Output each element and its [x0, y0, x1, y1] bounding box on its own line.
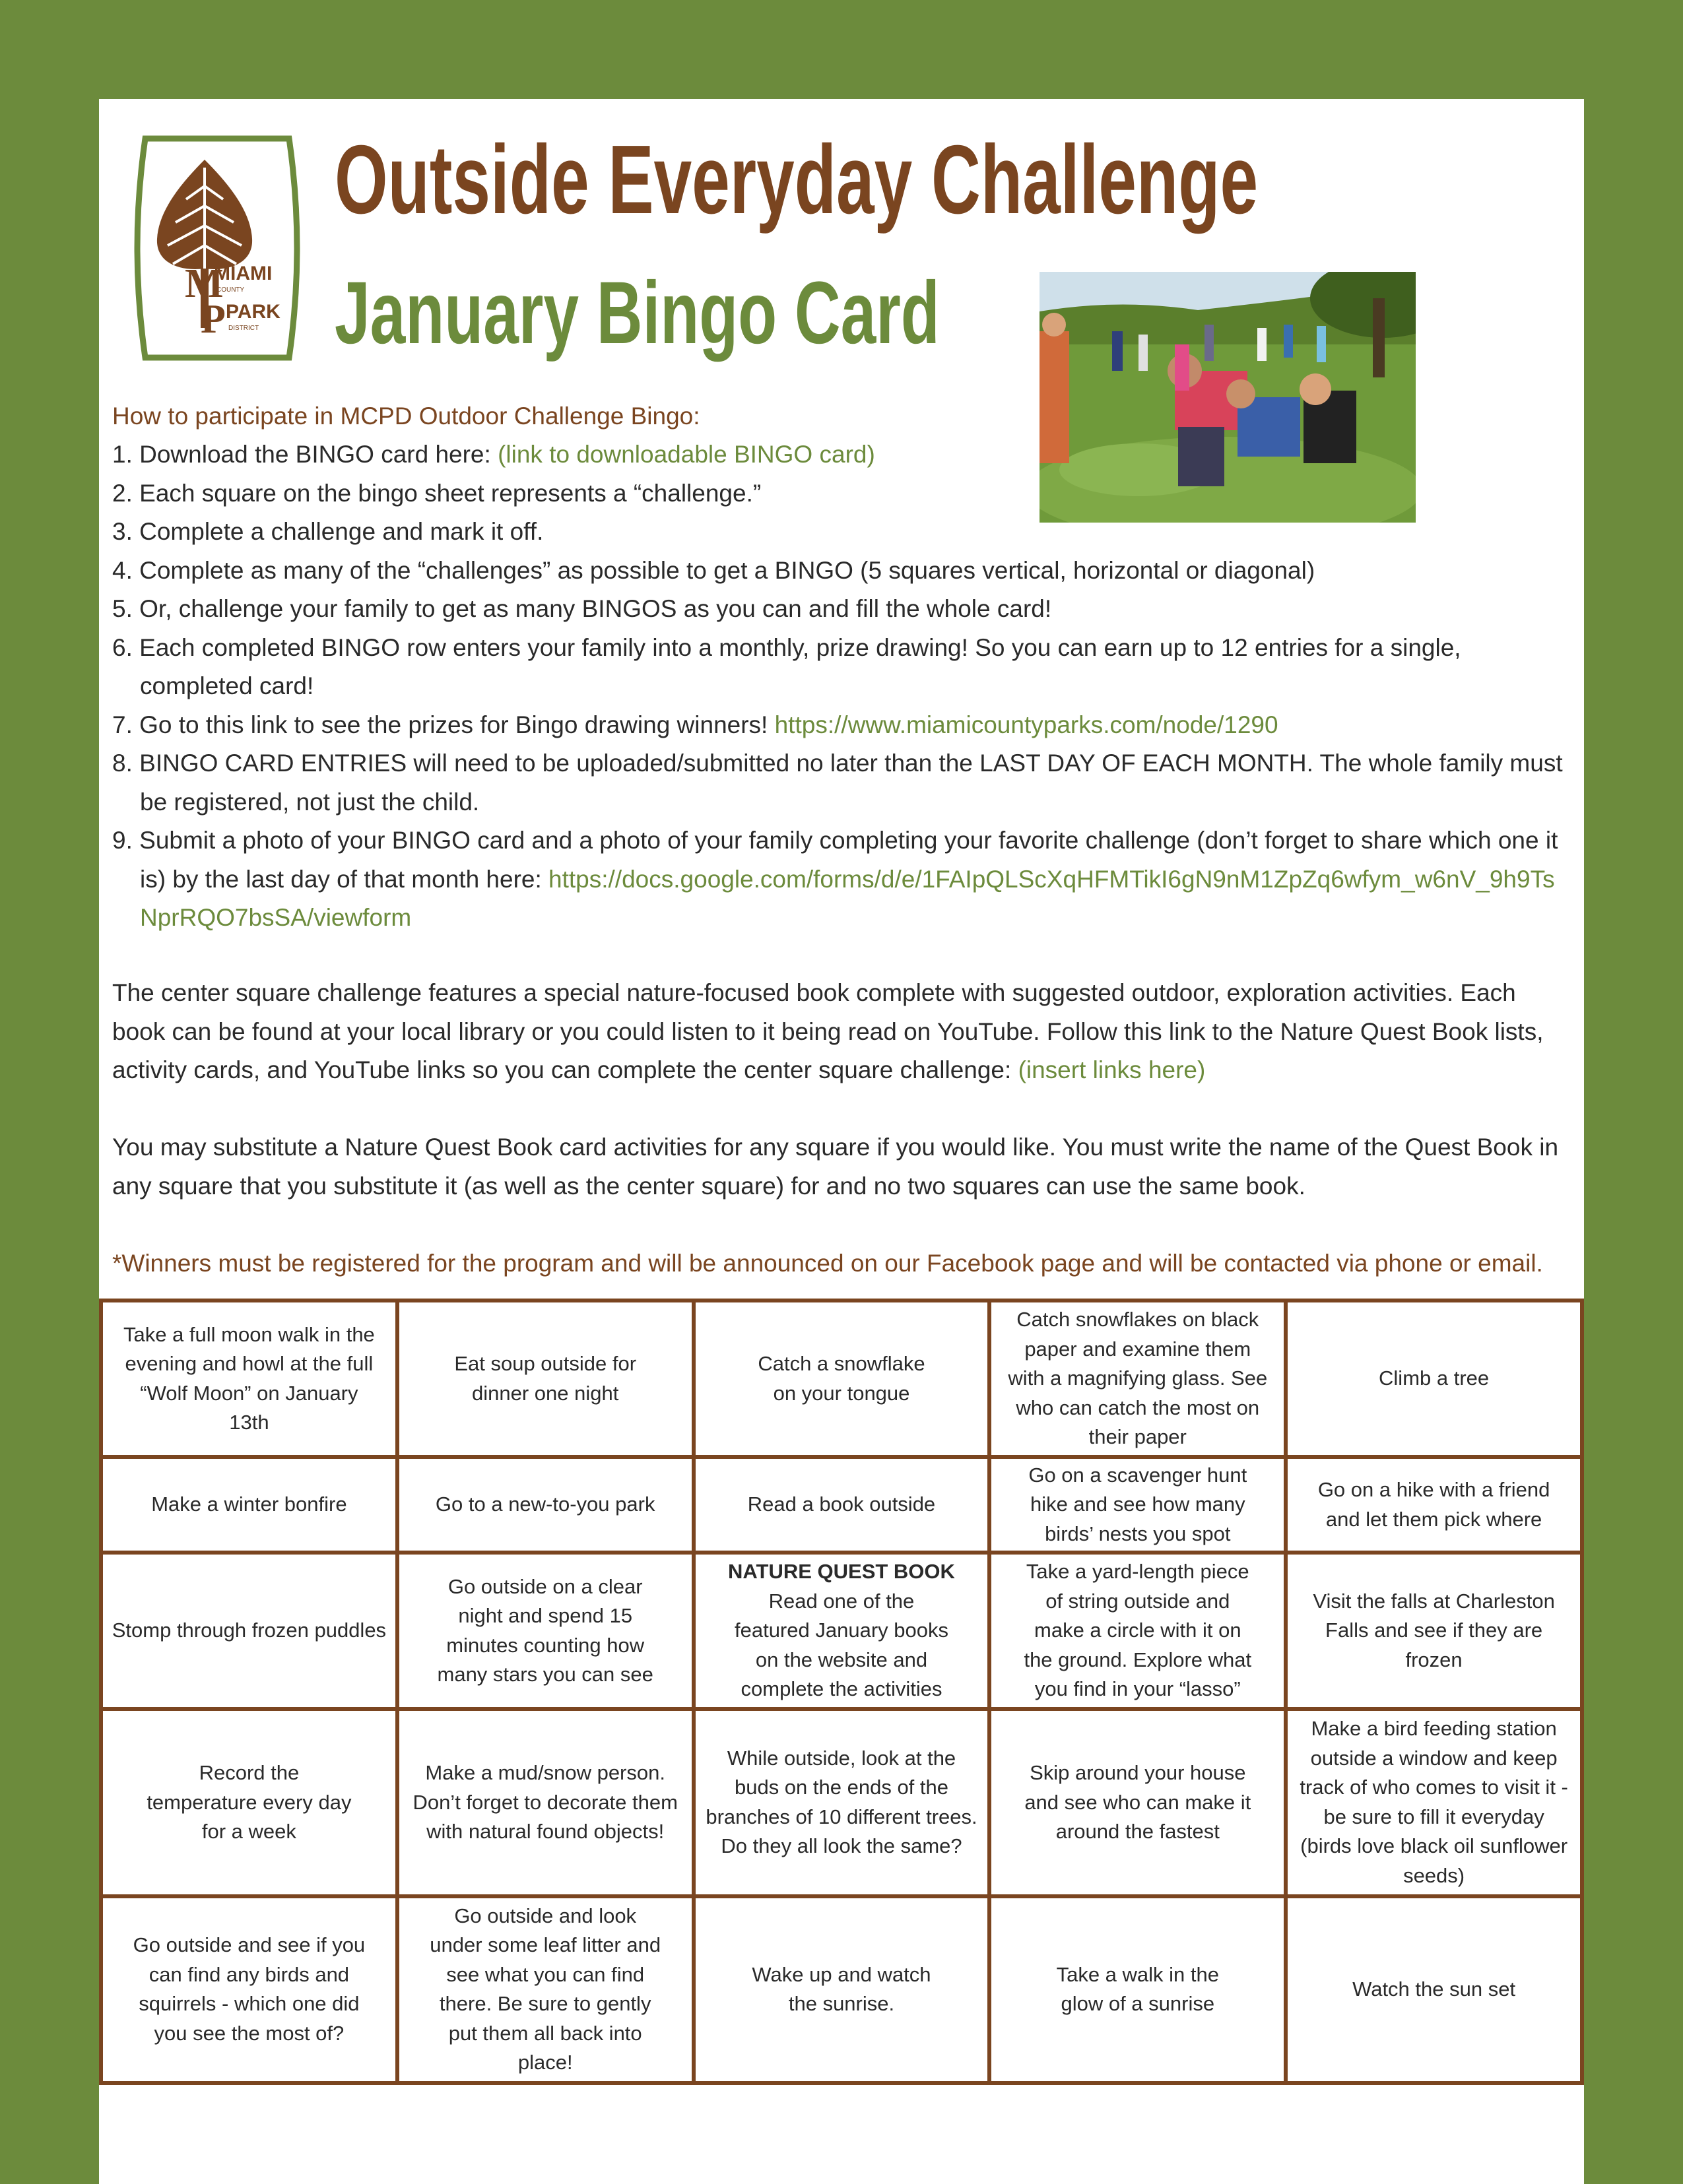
bingo-row	[101, 1457, 1582, 1553]
logo-line4: DISTRICT	[228, 325, 259, 332]
insert-links-link[interactable]: (insert links here)	[1018, 1056, 1206, 1083]
bingo-square[interactable]	[101, 1709, 397, 1896]
bingo-square[interactable]	[397, 1896, 694, 2083]
bingo-square-text: Wake up and watch the sunrise.	[752, 1962, 931, 2016]
download-card-link[interactable]: (link to downloadable BINGO card)	[498, 441, 875, 468]
logo-line2: COUNTY	[216, 286, 245, 294]
bingo-square-text: Take a walk in the glow of a sunrise	[1056, 1962, 1219, 2016]
prizes-link[interactable]: https://www.miamicountyparks.com/node/1290	[774, 711, 1278, 738]
bingo-square[interactable]	[397, 1301, 694, 1457]
bingo-row	[101, 1709, 1582, 1896]
page-subtitle: January Bingo Card	[335, 264, 940, 362]
bingo-square[interactable]	[101, 1553, 397, 1709]
bingo-square[interactable]	[989, 1553, 1286, 1709]
bingo-square-text: Take a yard-length piece of string outside and make a circle with it on the ground. Explore what you find in your “lasso”	[1024, 1560, 1252, 1701]
bingo-square[interactable]	[101, 1896, 397, 2083]
page-title: Outside Everyday Challenge	[335, 125, 1259, 234]
bingo-square-text: Read a book outside	[747, 1493, 936, 1516]
logo-letter-m: M	[185, 261, 224, 306]
center-square-paragraph	[112, 974, 1564, 1090]
center-square-text: The center square challenge features a special nature-focused book complete with suggested outdoor, exploration activities. Each book can be found at your local library or you could listen to it being read on YouTube. Follow this link to the Nature Quest Book lists, activity cards, and YouTube links so you can complete the center square challenge:	[112, 979, 1544, 1083]
bingo-square-text: Climb a tree	[1379, 1366, 1490, 1390]
bingo-square[interactable]	[1286, 1301, 1582, 1457]
bingo-row	[101, 1553, 1582, 1709]
bingo-square[interactable]	[694, 1457, 990, 1553]
bingo-square[interactable]	[989, 1301, 1286, 1457]
bingo-square-text: Go outside and look under some leaf litter and see what you can find there. Be sure to gently put them all back into place!	[430, 1904, 661, 2074]
step-5: 5. Or, challenge your family to get as many BINGOS as you can and fill the whole card!	[112, 595, 1052, 622]
logo-line1: MIAMI	[214, 263, 273, 284]
step-1-text: 1. Download the BINGO card here:	[112, 441, 498, 468]
bingo-square[interactable]	[694, 1301, 990, 1457]
bingo-row	[101, 1896, 1582, 2083]
instruction-steps	[112, 435, 1564, 938]
bingo-square[interactable]	[397, 1709, 694, 1896]
bingo-square-text: While outside, look at the buds on the ends of the branches of 10 different trees. Do they all look the same?	[706, 1746, 977, 1858]
step-3: 3. Complete a challenge and mark it off.	[112, 518, 544, 545]
bingo-square-center[interactable]	[694, 1553, 990, 1709]
bingo-square-text: Stomp through frozen puddles	[112, 1619, 387, 1642]
bingo-square-text: Catch snowflakes on black paper and examine them with a magnifying glass. See who can catch the most on their paper	[1008, 1308, 1268, 1449]
bingo-square[interactable]	[397, 1553, 694, 1709]
tree-logo-icon	[132, 133, 302, 363]
bingo-square-text: Eat soup outside for dinner one night	[454, 1352, 637, 1405]
logo-line3: PARK	[226, 301, 280, 323]
bingo-square[interactable]	[989, 1709, 1286, 1896]
logo-letter-p: P	[201, 297, 226, 342]
bingo-sheet	[99, 99, 1584, 2184]
step-9-text: 9. Submit a photo of your BINGO card and a photo of your family completing your favorite challenge (don’t forget to share which one it is) by the last day of that month here:	[112, 827, 1558, 893]
bingo-square-text: Catch a snowflake on your tongue	[758, 1352, 925, 1405]
winners-note: *Winners must be registered for the program and will be announced on our Facebook page and will be contacted via phone or email.	[112, 1250, 1543, 1277]
bingo-square[interactable]	[1286, 1896, 1582, 2083]
step-2: 2. Each square on the bingo sheet represents a “challenge.”	[112, 479, 762, 507]
bingo-square-text: Go outside and see if you can find any birds and squirrels - which one did you see the most of?	[133, 1933, 366, 2045]
submission-form-link[interactable]: https://docs.google.com/forms/d/e/1FAIpQLScXqHFMTikI6gN9nM1ZpZq6wfym_w6nV_9h9TsNprRQO7bsSA/viewform	[140, 865, 1555, 931]
bingo-square[interactable]	[101, 1457, 397, 1553]
bingo-square-text: Go on a scavenger hunt hike and see how many birds’ nests you spot	[1028, 1463, 1247, 1545]
bingo-square[interactable]	[989, 1896, 1286, 2083]
nature-quest-heading: NATURE QUEST BOOK	[728, 1560, 955, 1584]
bingo-square-text: Record the temperature every day for a week	[147, 1761, 352, 1844]
bingo-square-text: Visit the falls at Charleston Falls and see if they are frozen	[1313, 1589, 1555, 1671]
bingo-square[interactable]	[694, 1709, 990, 1896]
bingo-square[interactable]	[1286, 1709, 1582, 1896]
step-8: 8. BINGO CARD ENTRIES will need to be uploaded/submitted no later than the LAST DAY OF EACH MONTH. The whole family must be registered, not just the child.	[112, 750, 1563, 816]
step-7	[112, 706, 1564, 745]
bingo-square-text: Make a mud/snow person. Don’t forget to decorate them with natural found objects!	[412, 1761, 678, 1844]
step-6: 6. Each completed BINGO row enters your family into a monthly, prize drawing! So you can earn up to 12 entries for a single, completed card!	[112, 633, 1461, 699]
bingo-square-text: Watch the sun set	[1352, 1977, 1516, 2001]
bingo-square[interactable]	[1286, 1457, 1582, 1553]
bingo-square-text: Go on a hike with a friend and let them pick where	[1317, 1478, 1550, 1531]
step-1	[112, 435, 1564, 474]
bingo-square-text: Go outside on a clear night and spend 15 minutes counting how many stars you can see	[437, 1574, 653, 1686]
bingo-square-text: Make a bird feeding station outside a window and keep track of who comes to visit it - be sure to fill it everyday (birds love black oil sunflower seeds)	[1300, 1717, 1568, 1887]
step-7-text: 7. Go to this link to see the prizes for Bingo drawing winners!	[112, 711, 775, 738]
bingo-square[interactable]	[989, 1457, 1286, 1553]
bingo-square-text: Go to a new-to-you park	[435, 1493, 655, 1516]
bingo-square-text: Read one of the featured January books on the website and complete the activities	[734, 1589, 948, 1701]
bingo-square-text: Skip around your house and see who can make it around the fastest	[1024, 1761, 1251, 1844]
substitute-paragraph: You may substitute a Nature Quest Book card activities for any square if you would like. You must write the name of the Quest Book in any square that you substitute it (as well as the center square) for and no two squares can use the same book.	[112, 1134, 1559, 1200]
bingo-square[interactable]	[397, 1457, 694, 1553]
bingo-row	[101, 1301, 1582, 1457]
step-9	[112, 821, 1564, 938]
step-4: 4. Complete as many of the “challenges” as possible to get a BINGO (5 squares vertical, horizontal or diagonal)	[112, 556, 1315, 584]
bingo-square-text: Make a winter bonfire	[151, 1493, 347, 1516]
bingo-grid	[99, 1299, 1584, 2085]
bingo-square[interactable]	[101, 1301, 397, 1457]
bingo-square[interactable]	[694, 1896, 990, 2083]
instructions-heading: How to participate in MCPD Outdoor Challenge Bingo:	[112, 402, 700, 430]
bingo-square[interactable]	[1286, 1553, 1582, 1709]
bingo-square-text: Take a full moon walk in the evening and howl at the full “Wolf Moon” on January 13th	[123, 1322, 375, 1434]
park-district-logo	[132, 133, 302, 363]
